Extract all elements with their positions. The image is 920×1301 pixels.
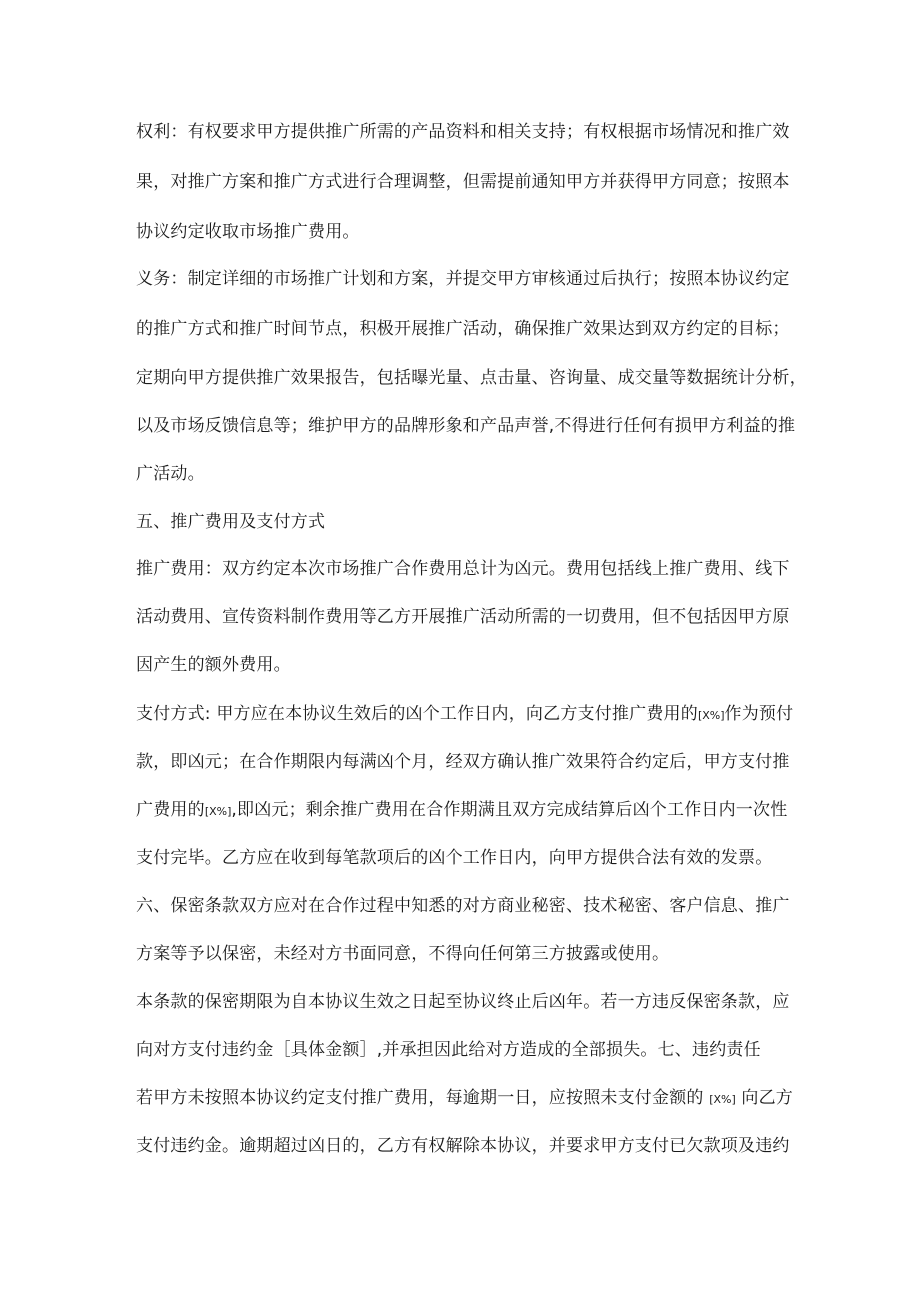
- text-line: 活动费用、宣传资料制作费用等乙方开展推广活动所需的一切费用，但不包括因甲方原: [136, 607, 790, 627]
- text-line: [136, 798, 786, 822]
- text-segment: 若甲方未按照本协议约定支付推广费用，每逾期一日，应按照未支付金额的: [136, 1088, 710, 1108]
- text-line: 权利：有权要求甲方提供推广所需的产品资料和相关支持；有权根据市场情况和推广效: [136, 122, 790, 142]
- text-segment: 广费用的: [136, 800, 205, 820]
- text-line: 义务：制定详细的市场推广计划和方案，并提交甲方审核通过后执行；按照本协议约定: [136, 269, 790, 289]
- text-line: 推广费用：双方约定本次市场推广合作费用总计为凶元。费用包括线上推广费用、线下: [136, 559, 790, 579]
- text-segment: 支付方式: 甲方应在本协议生效后的凶个工作日内，向乙方支付推广费用的: [136, 704, 698, 724]
- text-segment: ,即凶元；剩余推广费用在合作期满且双方完成结算后凶个工作日内一次性: [231, 800, 788, 820]
- text-line: 支付违约金。逾期超过凶日的，乙方有权解除本协议，并要求甲方支付已欠款项及违约: [136, 1136, 790, 1156]
- text-line: 向对方支付违约金［具体金额］,并承担因此给对方造成的全部损失。七、违约责任: [136, 1040, 761, 1060]
- text-line: 广活动。: [136, 464, 205, 484]
- percent-placeholder: [X%]: [709, 1093, 736, 1106]
- text-segment: 作为预付: [724, 704, 794, 724]
- text-line: 因产生的额外费用。: [136, 655, 291, 675]
- text-line: 方案等予以保密，未经对方书面同意，不得向任何第三方披露或使用。: [136, 944, 670, 964]
- text-line: 果，对推广方案和推广方式进行合理调整，但需提前通知甲方并获得甲方同意；按照本: [136, 172, 790, 192]
- percent-placeholder: [X%]: [697, 709, 725, 722]
- text-segment: 向乙方: [735, 1088, 793, 1108]
- text-line: 支付完毕。乙方应在收到每笔款项后的凶个工作日内，向甲方提供合法有效的发票。: [136, 848, 773, 868]
- text-line: 协议约定收取市场推广费用。: [136, 222, 360, 242]
- section-heading: 五、推广费用及支付方式: [136, 512, 326, 532]
- text-line: 的推广方式和推广时间节点，积极开展推广活动，确保推广效果达到双方约定的目标；: [136, 319, 790, 339]
- text-line: [136, 702, 794, 726]
- text-line: 六、保密条款双方应对在合作过程中知悉的对方商业秘密、技术秘密、客户信息、推广: [136, 896, 790, 916]
- text-line: 以及市场反馈信息等；维护甲方的品牌形象和产品声誉,不得进行任何有损甲方利益的推: [136, 416, 796, 436]
- text-line: 定期向甲方提供推广效果报告，包括曝光量、点击量、咨询量、成交量等数据统计分析，: [136, 368, 807, 388]
- percent-placeholder: [X%]: [204, 805, 232, 818]
- text-line: 本条款的保密期限为自本协议生效之日起至协议终止后凶年。若一方违反保密条款，应: [136, 992, 790, 1012]
- text-line: [136, 1086, 793, 1110]
- text-line: 款，即凶元；在合作期限内每满凶个月，经双方确认推广效果符合约定后，甲方支付推: [136, 752, 790, 772]
